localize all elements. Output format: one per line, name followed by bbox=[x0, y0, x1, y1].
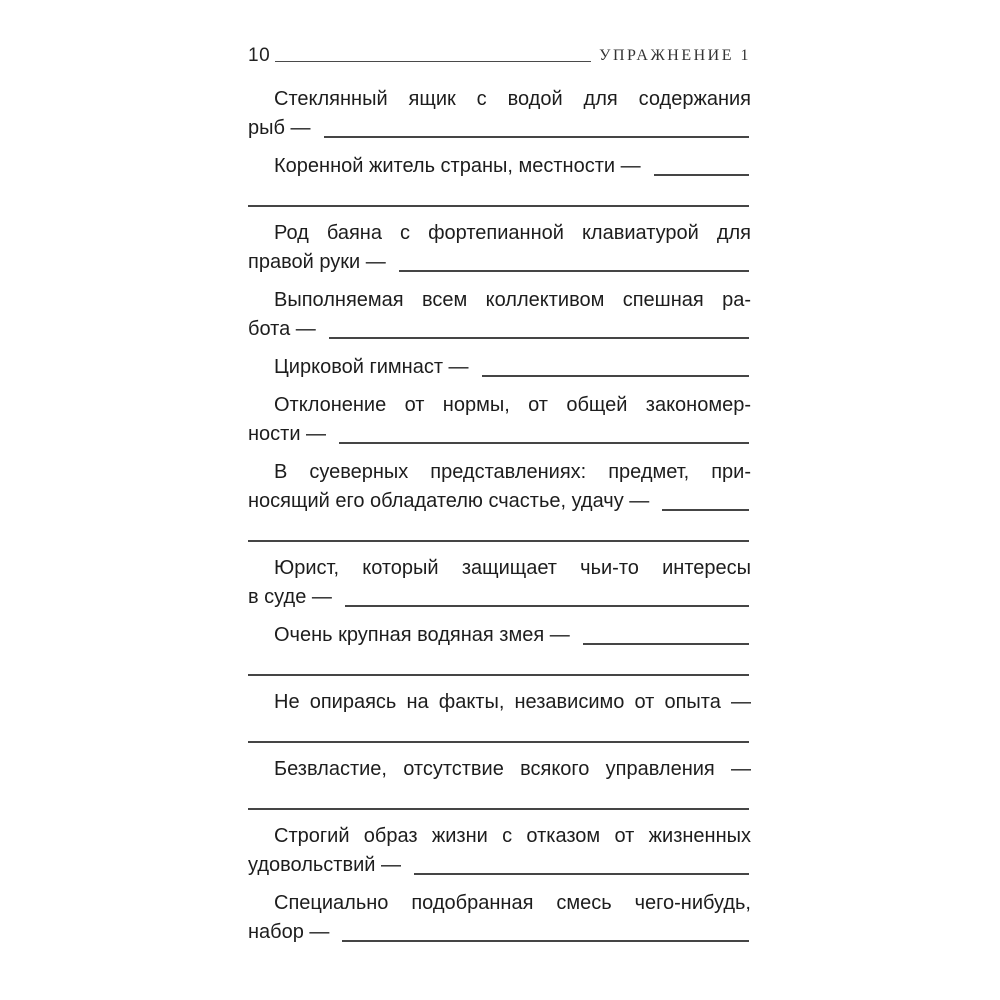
definition-line bbox=[248, 114, 751, 143]
page-header bbox=[248, 46, 751, 65]
definition-text: Коренной житель страны, местности — bbox=[274, 155, 641, 177]
definition-item bbox=[248, 889, 751, 947]
definition-text: в суде — bbox=[248, 586, 332, 608]
answer-blank-line bbox=[248, 808, 749, 810]
definition-text: Юрист, который защищает чьи-то интересы bbox=[274, 557, 751, 579]
definition-item bbox=[248, 554, 751, 612]
definition-item bbox=[248, 353, 751, 382]
text-column bbox=[248, 46, 751, 947]
answer-blank-line bbox=[248, 674, 749, 676]
answer-blank-line bbox=[342, 940, 749, 942]
answer-blank-line bbox=[583, 643, 749, 645]
answer-blank-line bbox=[248, 540, 749, 542]
definition-text: носящий его обладателю счастье, удачу — bbox=[248, 490, 650, 512]
exercise-title: УПРАЖНЕНИЕ 1 bbox=[599, 47, 751, 64]
definition-line bbox=[248, 420, 751, 449]
answer-blank-row bbox=[248, 717, 751, 746]
answer-blank-line bbox=[324, 136, 749, 138]
definition-line bbox=[248, 851, 751, 880]
answer-blank-line bbox=[248, 205, 749, 207]
definition-text: бота — bbox=[248, 318, 316, 340]
definition-line bbox=[248, 248, 751, 277]
definition-text: набор — bbox=[248, 921, 330, 943]
definition-text: Безвластие, отсутствие всякого управления — bbox=[274, 758, 751, 780]
definition-text: рыб — bbox=[248, 117, 311, 139]
definition-text: удовольствий — bbox=[248, 854, 401, 876]
answer-blank-line bbox=[339, 442, 749, 444]
definition-line bbox=[248, 152, 751, 181]
header-rule bbox=[275, 61, 591, 62]
answer-blank-line bbox=[482, 375, 749, 377]
definition-text: Род баяна с фортепианной клавиатурой для bbox=[274, 222, 751, 244]
answer-blank-line bbox=[399, 270, 749, 272]
definitions-list bbox=[248, 85, 751, 947]
answer-blank-line bbox=[414, 873, 749, 875]
definition-line bbox=[248, 918, 751, 947]
definition-text: В суеверных представлениях: предмет, при- bbox=[274, 461, 751, 483]
answer-blank-line bbox=[345, 605, 749, 607]
definition-line bbox=[248, 315, 751, 344]
answer-blank-row bbox=[248, 650, 751, 679]
definition-text: Очень крупная водяная змея — bbox=[274, 624, 570, 646]
definition-text: Специально подобранная смесь чего-нибудь, bbox=[274, 892, 751, 914]
definition-item bbox=[248, 688, 751, 746]
definition-item bbox=[248, 286, 751, 344]
definition-item bbox=[248, 219, 751, 277]
definition-item bbox=[248, 391, 751, 449]
definition-line bbox=[248, 487, 751, 516]
answer-blank-line bbox=[662, 509, 749, 511]
definition-item bbox=[248, 152, 751, 210]
definition-item bbox=[248, 621, 751, 679]
answer-blank-row bbox=[248, 516, 751, 545]
answer-blank-line bbox=[654, 174, 749, 176]
answer-blank-line bbox=[329, 337, 749, 339]
answer-blank-row bbox=[248, 181, 751, 210]
page-number: 10 bbox=[248, 45, 271, 66]
definition-item bbox=[248, 822, 751, 880]
definition-item bbox=[248, 755, 751, 813]
definition-text: Отклонение от нормы, от общей закономер- bbox=[274, 394, 751, 416]
definition-text: Строгий образ жизни с отказом от жизненных bbox=[274, 825, 751, 847]
definition-item bbox=[248, 85, 751, 143]
definition-text: ности — bbox=[248, 423, 327, 445]
definition-text: правой руки — bbox=[248, 251, 386, 273]
answer-blank-line bbox=[248, 741, 749, 743]
definition-text: Цирковой гимнаст — bbox=[274, 356, 469, 378]
answer-blank-row bbox=[248, 784, 751, 813]
definition-line bbox=[248, 353, 751, 382]
definition-text: Не опираясь на факты, независимо от опыта — bbox=[274, 691, 751, 713]
definition-text: Выполняемая всем коллективом спешная ра- bbox=[274, 289, 751, 311]
definition-line bbox=[248, 621, 751, 650]
definition-line bbox=[248, 583, 751, 612]
definition-text: Стеклянный ящик с водой для содержания bbox=[274, 88, 751, 110]
definition-item bbox=[248, 458, 751, 545]
